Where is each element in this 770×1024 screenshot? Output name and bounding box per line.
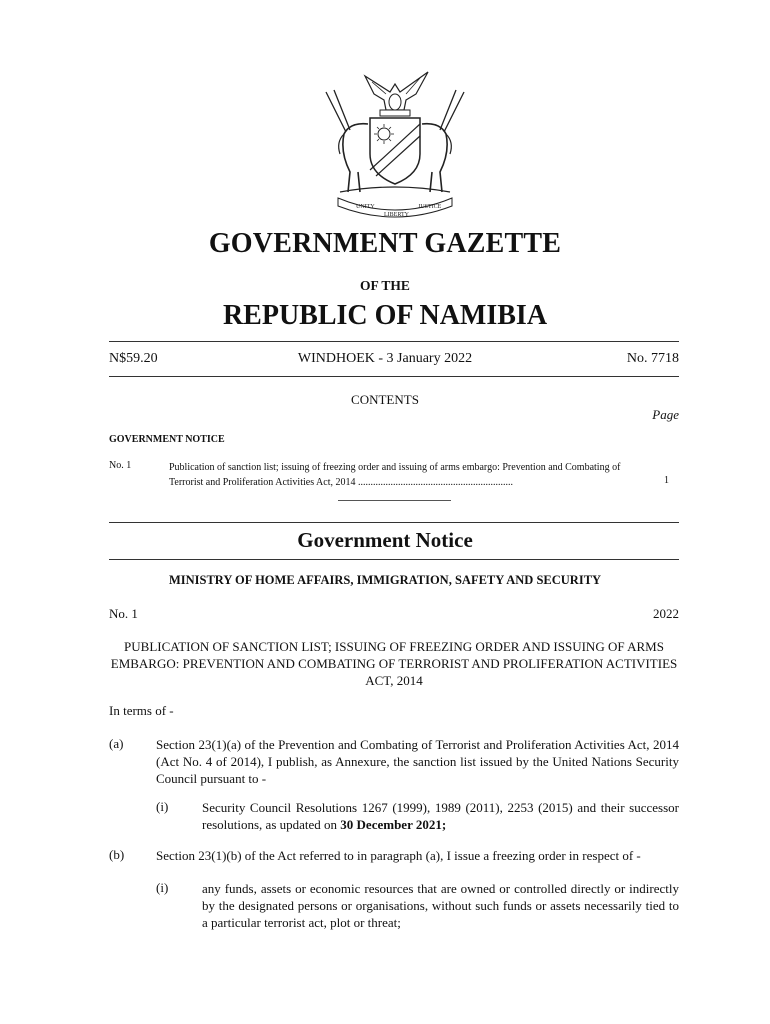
place-date: WINDHOEK - 3 January 2022 [297,351,473,366]
contents-entry-text[interactable]: Publication of sanction list; issuing of freezing order and issuing of arms embargo: Prevention and Combating of Terrorist and Proliferation Activities Act, 2014 .............................................................. [169,462,621,488]
issue-number: No. 7718 [626,351,679,366]
country-name: REPUBLIC OF NAMIBIA [222,300,548,331]
paragraph-a-i-body: Security Council Resolutions 1267 (1999), 1989 (2011), 2253 (2015) and their successor resolutions, as updated on [202,800,679,832]
paragraph-a-i-label: (i) [156,799,169,814]
short-divider [338,500,451,501]
contents-entry-number: No. 1 [109,460,132,471]
motto-unity: UNITY [356,204,375,210]
motto-justice: JUSTICE [418,204,442,210]
paragraph-a-text: Section 23(1)(a) of the Prevention and Combating of Terrorist and Proliferation Activities Act, 2014 (Act No. 4 of 2014), I publish, as Annexure, the sanction list issued by the United Nations Security Council pursuant to - [156,737,679,786]
contents-section-heading: GOVERNMENT NOTICE [109,434,225,445]
contents-entry-page[interactable]: 1 [664,475,669,486]
notice-year: 2022 [653,606,679,621]
divider-notice-top [109,522,679,523]
gazette-title: GOVERNMENT GAZETTE [208,228,562,259]
ministry-heading: MINISTRY OF HOME AFFAIRS, IMMIGRATION, SAFETY AND SECURITY [168,573,602,587]
notice-number: No. 1 [109,606,138,621]
motto-liberty: LIBERTY [384,212,409,218]
divider-meta [109,376,679,377]
notice-title: Government Notice [297,528,473,552]
paragraph-b-text: Section 23(1)(b) of the Act referred to in paragraph (a), I issue a freezing order in respect of - [156,848,641,863]
price: N$59.20 [109,351,158,366]
paragraph-b-i-text: any funds, assets or economic resources that are owned or controlled directly or indirectly by the designated persons or organisations, without such funds or assets necessarily tied to a particular terrorist act, plot or threat; [202,881,679,930]
coat-of-arms-emblem [320,62,470,218]
divider-notice-bottom [109,559,679,560]
publication-title: PUBLICATION OF SANCTION LIST; ISSUING OF FREEZING ORDER AND ISSUING OF ARMS EMBARGO: PREVENTION AND COMBATING OF TERRORIST AND PROLIFERATION ACTIVITIES ACT, 2014 [110,639,678,688]
divider-top [109,341,679,342]
of-the-label: OF THE [360,278,410,293]
intro-text: In terms of - [109,703,174,718]
paragraph-a-label: (a) [109,736,124,751]
page-column-label: Page [652,407,679,422]
paragraph-b-i-label: (i) [156,880,169,895]
paragraph-a-i-date: 30 December 2021; [340,817,447,832]
contents-heading: CONTENTS [351,392,419,407]
paragraph-a-i-text [202,799,679,833]
paragraph-b-label: (b) [109,847,125,862]
